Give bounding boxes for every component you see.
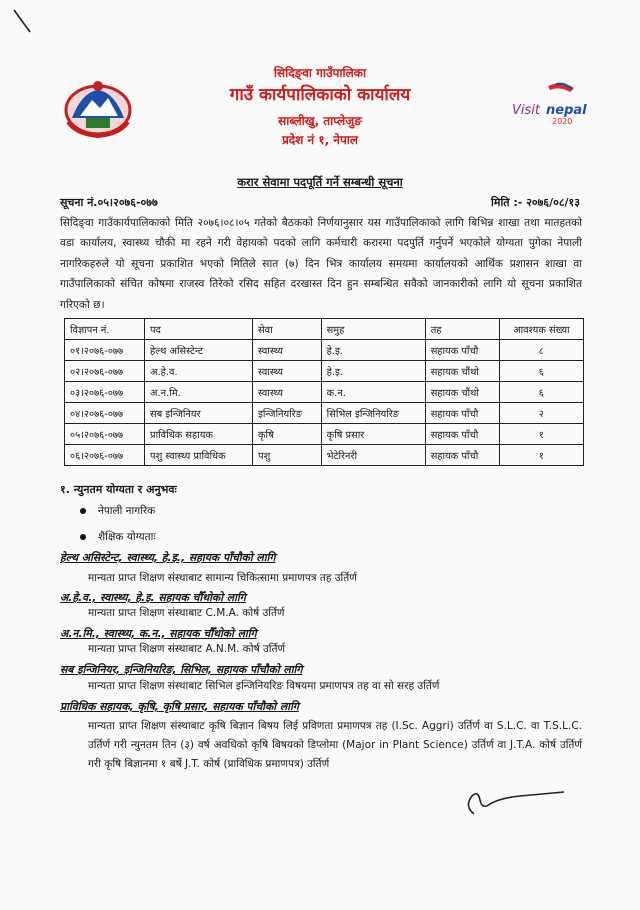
table-row <box>65 340 584 361</box>
bullet-item <box>80 504 155 518</box>
table-row <box>65 382 584 403</box>
province-line: प्रदेश नं १, नेपाल <box>281 133 359 147</box>
table-row <box>65 403 584 424</box>
cell-count: ८ <box>499 340 583 361</box>
cell-count: १ <box>499 424 583 445</box>
year-text: 2020 <box>552 117 573 126</box>
cell-post: प्राविधिक सहायक <box>145 424 253 445</box>
qualification-text: मान्यता प्राप्त शिक्षण संस्थाबाट सामान्य चिकित्सामा प्रमाणपत्र तह उर्तिर्ण <box>88 572 357 584</box>
section-heading-qualification: १. न्युनतम योग्यता र अनुभवः <box>60 483 177 496</box>
table-header-row <box>65 319 584 340</box>
table-row <box>65 361 584 382</box>
vacancy-table <box>64 318 584 466</box>
cell-post: पशु स्वास्थ्य प्राविधिक <box>145 445 253 466</box>
qualification-text: मान्यता प्राप्त शिक्षण संस्थाबाट C.M.A. कोर्ष उर्तिर्ण <box>88 607 285 619</box>
cell-ad-no: ०५।२०७६-०७७ <box>65 424 145 445</box>
cell-count: ६ <box>499 382 583 403</box>
notice-number: सूचना नं.०५।२०७६-०७७ <box>60 196 158 209</box>
qualification-heading: अ.हे.व., स्वास्थ्य, हे.इ. सहायक चौँथोको लागि <box>60 591 246 604</box>
qualification-text: मान्यता प्राप्त शिक्षण संस्थाबाट सिभिल इन्जिनियरिङ विषयमा प्रमाणपत्र तह वा सो सरह उर्तिर्ण <box>88 680 440 692</box>
office-name: गाउँ कार्यपालिकाको कार्यालय <box>229 85 411 105</box>
office-address: साब्लीखु, ताप्लेजुङ <box>278 114 362 128</box>
notice-subject: करार सेवामा पदपूर्ति गर्ने सम्बन्धी सूचना <box>237 175 403 189</box>
cell-level: सहायक पाँचौ <box>425 424 499 445</box>
cell-post: अ.हे.व. <box>145 361 253 382</box>
cell-ad-no: ०३।२०७६-०७७ <box>65 382 145 403</box>
cell-group: क.न. <box>321 382 425 403</box>
cell-group: हे.इ. <box>321 361 425 382</box>
pen-stroke-mark <box>12 8 32 34</box>
cell-service: पशु <box>253 445 322 466</box>
cell-count: १ <box>499 445 583 466</box>
cell-group: भेटेरिनरी <box>321 445 425 466</box>
intro-paragraph: सिदिङ्वा गाउँकार्यपालिकाको मिति २०७६।०८।०५ गतेको बैठकको निर्णयानुसार यस गाउँपालिकाको लागि बिभिन्न शाखा तथा मातहतको वडा कार्यालय, स्वास्थ्य चौकी मा रहने गरी वेहायको पदको लागि कर्मचारी करारमा पदपुर्ति गर्नुपर्ने भएकोले योग्यता पुगेका नेपाली नागरिकहरुले यो सूचना प्रकाशित भएको मितिले सात (७) दिन भित्र कार्यालय समयमा कार्यालयको आर्थिक प्रशासन शाखा वा गाउँपालिकाको संचित कोषमा राजस्व तिरेको रसिद सहित दरखास्त दिन हुन सम्बन्धित सवैको जानकारीको लागि यो सूचना प्रकाशित गरिएको छ। <box>60 217 582 311</box>
cell-count: ६ <box>499 361 583 382</box>
cell-service: स्वास्थ्य <box>253 340 322 361</box>
cell-ad-no: ०२।२०७६-०७७ <box>65 361 145 382</box>
qualification-text: मान्यता प्राप्त शिक्षण संस्थाबाट A.N.M. कोर्ष उर्तिर्ण <box>88 643 286 655</box>
col-header-ad-no: विज्ञापन नं. <box>65 319 145 340</box>
visit-text: Visit <box>512 103 540 118</box>
cell-group: सिभिल इन्जिनियरिङ <box>321 403 425 424</box>
cell-group: हे.इ. <box>321 340 425 361</box>
col-header-group: समुह <box>321 319 425 340</box>
table-row <box>65 445 584 466</box>
col-header-service: सेवा <box>253 319 322 340</box>
cell-ad-no: ०१।२०७६-०७७ <box>65 340 145 361</box>
cell-level: सहायक पाँचौ <box>425 445 499 466</box>
col-header-level: तह <box>425 319 499 340</box>
qualification-heading: सब इन्जिनियर, इन्जिनियरिङ, सिभिल, सहायक पाँचौको लागि <box>60 663 303 676</box>
qualification-heading: प्राविधिक सहायक, कृषि, कृषि प्रसार, सहायक पाँचौको लागि <box>60 700 299 713</box>
municipality-name: सिदिङ्वा गाउँपालिका <box>273 66 367 80</box>
bullet-item <box>80 530 155 544</box>
col-header-required-count: आवश्यक संख्या <box>499 319 583 340</box>
cell-level: सहायक पाँचौ <box>425 403 499 424</box>
cell-level: सहायक पाँचौ <box>425 340 499 361</box>
qualification-text: मान्यता प्राप्त शिक्षण संस्थाबाट कृषि बिज्ञान बिषय लिई प्रविणता प्रमाणपत्र तह (I.Sc. Aggri) उर्तिर्ण वा S.L.C. वा T.S.L.C. उर्तिर्ण गरी न्युनतम तिन (३) वर्ष अवधिको कृषि बिषयको डिप्लोमा (Major in Plant Science) उर्तिर्ण वा J.T.A. कोर्ष उर्तिर्ण गरी कृषि बिज्ञानमा १ बर्षे J.T. कोर्ष (प्राविधिक प्रमाणपत्र) उर्तिर्ण <box>88 720 582 770</box>
cell-ad-no: ०६।२०७६-०७७ <box>65 445 145 466</box>
signature-mark <box>460 788 570 818</box>
cell-service: स्वास्थ्य <box>253 361 322 382</box>
bullet-dot-icon <box>80 508 86 514</box>
nepal-text: nepal <box>546 103 587 118</box>
bullet-dot-icon <box>80 534 86 540</box>
cell-count: २ <box>499 403 583 424</box>
cell-ad-no: ०४।२०७६-०७७ <box>65 403 145 424</box>
cell-post: हेल्थ असिस्टेन्ट <box>145 340 253 361</box>
qualification-heading: अ.न.मि., स्वास्थ्य, क.न., सहायक चौँथोको लागि <box>60 627 257 640</box>
col-header-post: पद <box>145 319 253 340</box>
cell-level: सहायक चौंथो <box>425 382 499 403</box>
notice-date: मिति :- २०७६/०८/१३ <box>491 196 580 209</box>
cell-post: अ.न.मि. <box>145 382 253 403</box>
cell-post: सब इन्जिनियर <box>145 403 253 424</box>
cell-service: इन्जिनियरिङ <box>253 403 322 424</box>
cell-service: स्वास्थ्य <box>253 382 322 403</box>
cell-group: कृषि प्रसार <box>321 424 425 445</box>
table-row <box>65 424 584 445</box>
qualification-heading: हेल्थ असिस्टेन्ट, स्वास्थ्य, हे.इ., सहायक पाँचौको लागि <box>60 551 276 564</box>
bullet-text: शैक्षिक योग्यताः <box>98 531 156 543</box>
cell-service: कृषि <box>253 424 322 445</box>
bullet-text: नेपाली नागरिक <box>98 505 156 517</box>
cell-level: सहायक चौंथो <box>425 361 499 382</box>
